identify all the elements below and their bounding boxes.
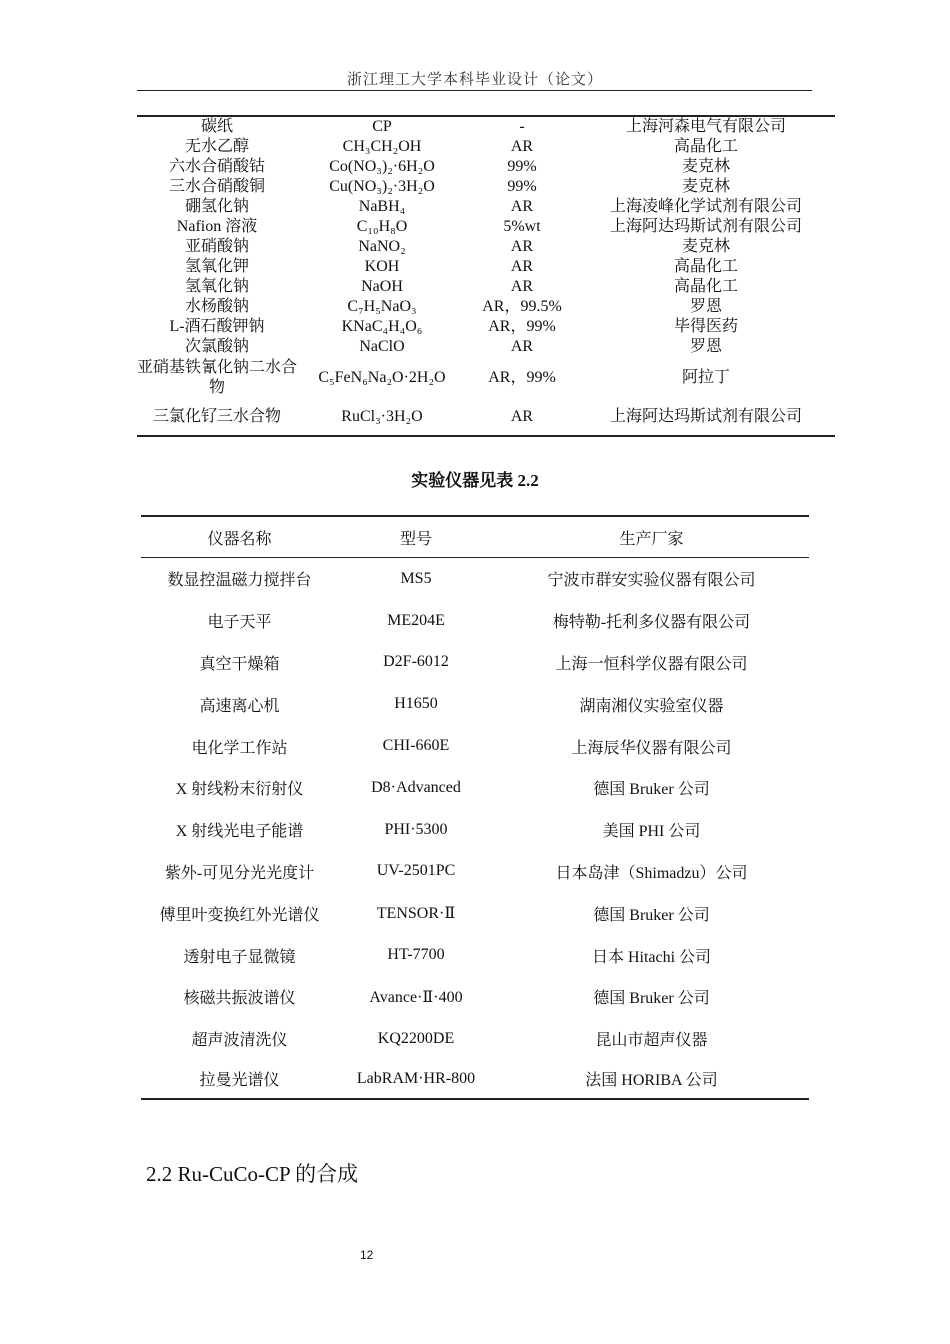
table-row (141, 767, 809, 809)
table-row (141, 642, 809, 684)
reagent-maker: 麦克林 (681, 238, 730, 255)
reagent-formula: NaBH₄ (358, 198, 406, 215)
reagent-formula: C₇H₅NaO₃ (347, 298, 417, 315)
reagent-maker: 高晶化工 (673, 278, 738, 295)
reagent-name: 亚硝基铁氰化钠二水合物 (137, 359, 298, 396)
instrument-model: MS5 (400, 569, 432, 587)
table-row (137, 137, 835, 157)
instrument-maker: 上海辰华仪器有限公司 (571, 739, 732, 757)
instrument-maker: 美国 PHI 公司 (602, 823, 701, 841)
instrument-name: 拉曼光谱仪 (199, 1072, 280, 1090)
reagent-maker: 高晶化工 (673, 258, 738, 275)
table-row (137, 357, 835, 399)
table-row (137, 317, 835, 337)
reagent-formula: C₅FeN₆Na₂O·2H₂O (318, 369, 446, 386)
table-row (141, 725, 809, 767)
reagent-name: 六水合硝酸钴 (168, 158, 265, 175)
reagent-maker: 毕得医药 (673, 318, 738, 335)
reagent-grade: AR (510, 278, 534, 295)
instrument-maker: 德国 Bruker 公司 (593, 906, 710, 924)
instrument-model: TENSOR·Ⅱ (376, 905, 456, 923)
instrument-name: 紫外-可见分光光度计 (164, 864, 315, 882)
table-row (137, 117, 835, 137)
instrument-model: D2F-6012 (383, 653, 449, 671)
reagent-formula: CH₃CH₂OH (342, 138, 422, 155)
reagent-name: 无水乙醇 (184, 138, 249, 155)
instrument-model: HT-7700 (387, 946, 445, 964)
table-row (141, 1060, 809, 1098)
instrument-model: PHI·5300 (384, 820, 448, 838)
column-header: 型号 (399, 530, 432, 548)
instrument-name: 数显控温磁力搅拌台 (167, 572, 312, 590)
table-row (137, 237, 835, 257)
table-row (141, 558, 809, 600)
instrument-table (141, 515, 809, 1100)
table-row (137, 217, 835, 237)
instrument-maker: 梅特勒-托利多仪器有限公司 (552, 614, 751, 632)
instrument-maker: 德国 Bruker 公司 (593, 990, 710, 1008)
instrument-maker: 法国 HORIBA 公司 (585, 1072, 718, 1090)
reagent-formula: CP (372, 118, 392, 135)
instrument-maker: 日本 Hitachi 公司 (591, 948, 712, 966)
instrument-name: 高速离心机 (199, 697, 280, 715)
reagent-maker: 麦克林 (681, 178, 730, 195)
reagent-grade: AR，99% (488, 318, 556, 335)
instrument-model: KQ2200DE (377, 1029, 455, 1047)
reagent-maker: 上海凌峰化学试剂有限公司 (609, 198, 802, 215)
reagent-name: 亚硝酸钠 (184, 238, 249, 255)
instrument-maker: 上海一恒科学仪器有限公司 (555, 655, 748, 673)
reagent-grade: 99% (507, 178, 537, 195)
table-row (141, 809, 809, 851)
table-row (141, 976, 809, 1018)
table-row (137, 297, 835, 317)
instrument-maker: 昆山市超声仪器 (595, 1032, 708, 1050)
reagent-formula: Cu(NO₃)₂·3H₂O (329, 178, 435, 195)
column-header: 生产厂家 (619, 530, 684, 548)
reagent-name: Nafion 溶液 (176, 218, 258, 235)
table-row (141, 1018, 809, 1060)
instrument-name: 超声波清洗仪 (191, 1032, 288, 1050)
instrument-name: X 射线光电子能谱 (175, 823, 304, 841)
reagent-grade: AR (510, 138, 534, 155)
instrument-model: Avance·Ⅱ·400 (369, 988, 463, 1006)
instrument-name: 真空干燥箱 (199, 655, 280, 673)
column-header: 仪器名称 (207, 530, 272, 548)
reagent-name: 次氯酸钠 (184, 338, 249, 355)
reagent-maker: 阿拉丁 (681, 369, 730, 386)
reagent-grade: 99% (507, 158, 537, 175)
instrument-model: UV-2501PC (376, 862, 456, 880)
instrument-model: LabRAM·HR-800 (356, 1069, 476, 1087)
reagent-maker: 上海阿达玛斯试剂有限公司 (609, 408, 802, 425)
reagent-grade: AR (510, 258, 534, 275)
reagent-name: 三氯化钌三水合物 (152, 408, 281, 425)
reagent-name: 三水合硝酸铜 (168, 178, 265, 195)
table-row (137, 257, 835, 277)
page-number: 12 (360, 1248, 374, 1262)
reagent-name: 碳纸 (200, 118, 233, 135)
table-caption: 实验仪器见表 2.2 (411, 471, 539, 490)
reagent-grade: AR，99% (488, 369, 556, 386)
instrument-name: X 射线粉末衍射仪 (175, 781, 304, 799)
table-row (137, 197, 835, 217)
instrument-name: 透射电子显微镜 (183, 948, 296, 966)
reagent-grade: AR (510, 408, 534, 425)
reagent-grade: AR，99.5% (482, 298, 562, 315)
reagent-formula: RuCl₃·3H₂O (341, 408, 423, 425)
reagent-grade: AR (510, 238, 534, 255)
reagent-formula: NaNO₂ (358, 238, 406, 255)
reagent-name: 氢氧化钾 (184, 258, 249, 275)
reagent-maker: 上海河森电气有限公司 (625, 118, 786, 135)
table-row (137, 399, 835, 435)
reagent-maker: 麦克林 (681, 158, 730, 175)
instrument-model: ME204E (387, 611, 445, 629)
reagent-grade: AR (510, 198, 534, 215)
table-row (137, 277, 835, 297)
instrument-maker: 湖南湘仪实验室仪器 (579, 697, 724, 715)
instrument-name: 电化学工作站 (191, 739, 288, 757)
reagent-formula: NaOH (361, 278, 403, 295)
reagent-grade: 5%wt (503, 218, 541, 235)
reagent-formula: KNaC₄H₄O₆ (341, 318, 423, 335)
table-header-row (141, 517, 809, 558)
page-header: 浙江理工大学本科毕业设计（论文） (346, 72, 603, 88)
instrument-model: CHI-660E (382, 737, 450, 755)
table-row (141, 892, 809, 934)
reagent-name: 氢氧化钠 (184, 278, 249, 295)
reagent-name: 水杨酸钠 (184, 298, 249, 315)
table-row (141, 934, 809, 976)
table-row (137, 177, 835, 197)
instrument-maker: 德国 Bruker 公司 (593, 781, 710, 799)
table-row (141, 851, 809, 893)
reagent-formula: KOH (364, 258, 400, 275)
instrument-name: 核磁共振波谱仪 (183, 990, 296, 1008)
instrument-maker: 宁波市群安实验仪器有限公司 (547, 572, 756, 590)
instrument-name: 电子天平 (207, 614, 272, 632)
reagent-formula: Co(NO₃)₂·6H₂O (329, 158, 435, 175)
reagent-grade: AR (510, 338, 534, 355)
reagent-name: L-酒石酸钾钠 (169, 318, 265, 335)
instrument-model: H1650 (394, 695, 438, 713)
table-row (141, 683, 809, 725)
table-row (137, 337, 835, 357)
reagent-formula: NaClO (359, 338, 405, 355)
instrument-name: 傅里叶变换红外光谱仪 (159, 906, 320, 924)
header-rule (137, 90, 812, 91)
reagent-maker: 罗恩 (689, 338, 722, 355)
reagent-maker: 高晶化工 (673, 138, 738, 155)
table-row (141, 600, 809, 642)
reagent-formula: C₁₀H₈O (356, 218, 408, 235)
table-row (137, 157, 835, 177)
reagent-grade: - (519, 118, 525, 135)
reagent-maker: 罗恩 (689, 298, 722, 315)
section-heading: 2.2 Ru-CuCo-CP 的合成 (146, 1162, 359, 1186)
reagent-maker: 上海阿达玛斯试剂有限公司 (609, 218, 802, 235)
instrument-maker: 日本岛津（Shimadzu）公司 (555, 864, 748, 882)
reagent-name: 硼氢化钠 (184, 198, 249, 215)
instrument-model: D8·Advanced (371, 778, 461, 796)
reagent-table (137, 115, 835, 437)
